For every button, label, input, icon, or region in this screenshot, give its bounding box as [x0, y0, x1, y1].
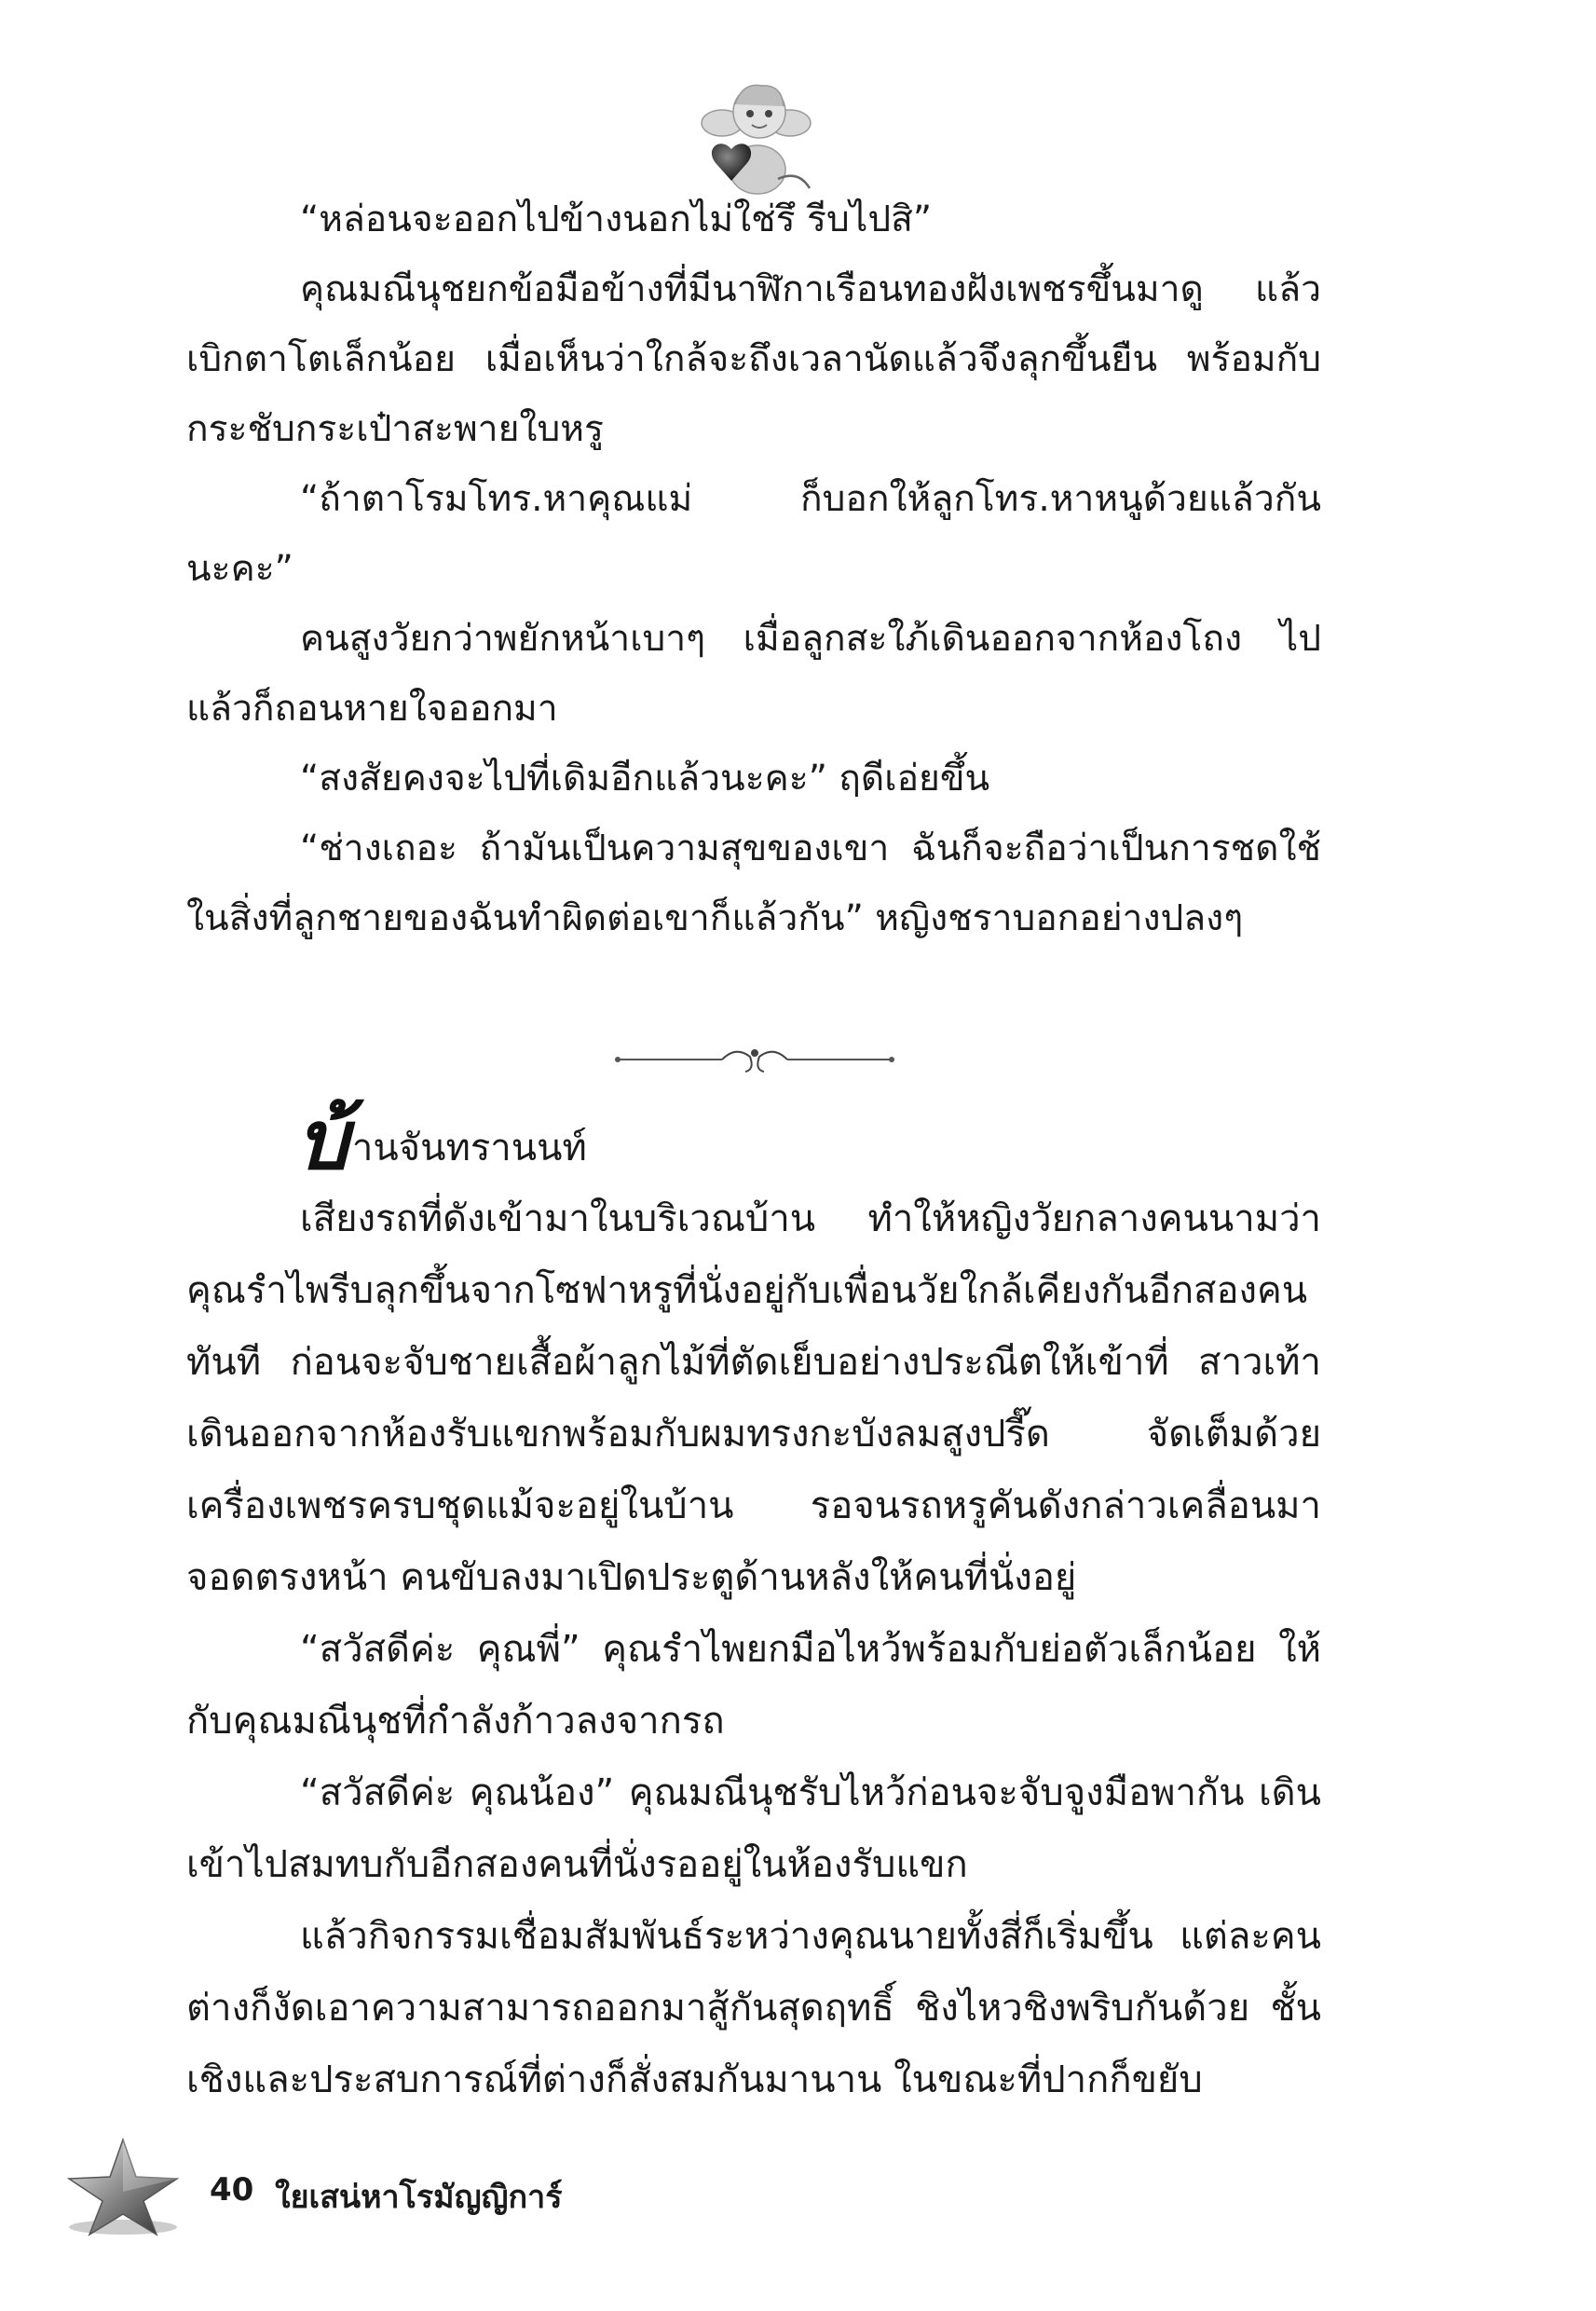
cherub-with-heart-icon — [694, 76, 820, 202]
paragraph: “ช่างเถอะ ถ้ามันเป็นความสุขของเขา ฉันก็จะถือว่าเป็นการชดใช้ ในสิ่งที่ลูกชายของฉันทำผิดต่อเขาก็แล้วกัน” หญิงชราบอกอย่างปลงๆ — [186, 827, 1321, 939]
drop-cap: บ้ — [296, 1091, 348, 1188]
body-text-bottom — [186, 1183, 1321, 2116]
page-footer — [56, 2136, 708, 2238]
section-heading — [296, 1079, 587, 1188]
body-text-top — [186, 185, 1321, 953]
flourish-divider-icon — [610, 1040, 899, 1079]
paragraph: แล้วกิจกรรมเชื่อมสัมพันธ์ระหว่างคุณนายทั้งสี่ก็เริ่มขึ้น แต่ละคน ต่างก็งัดเอาความสามารถออกมาสู้กันสุดฤทธิ์ ชิงไหวชิงพริบกันด้วย ชั้นเชิงและประสบการณ์ที่ต่างก็สั่งสมกันมานาน ในขณะที่ปากก็ขยับ — [186, 1915, 1321, 2101]
paragraph: “หล่อนจะออกไปข้างนอกไม่ใช่รึ รีบไปสิ” — [300, 198, 933, 240]
book-title: ใยเสน่หาโรมัญญิการ์ — [275, 2179, 563, 2216]
page-number: 40 — [210, 2171, 254, 2208]
paragraph: คุณมณีนุชยกข้อมือข้างที่มีนาฬิกาเรือนทองฝังเพชรขึ้นมาดู แล้วเบิกตาโตเล็กน้อย เมื่อเห็นว่าใกล้จะถึงเวลานัดแล้วจึงลุกขึ้นยืน พร้อมกับกระชับกระเป๋าสะพายใบหรู — [186, 268, 1321, 450]
silver-star-icon — [56, 2136, 196, 2238]
paragraph: “สงสัยคงจะไปที่เดิมอีกแล้วนะคะ” ฤดีเอ่ยขึ้น — [300, 758, 990, 800]
paragraph: “สวัสดีค่ะ คุณน้อง” คุณมณีนุชรับไหว้ก่อนจะจับจูงมือพากัน เดินเข้าไปสมทบกับอีกสองคนที่นั่งรออยู่ในห้องรับแขก — [186, 1771, 1321, 1886]
paragraph: “สวัสดีค่ะ คุณพี่” คุณรำไพยกมือไหว้พร้อมกับย่อตัวเล็กน้อย ให้กับคุณมณีนุชที่กำลังก้าวลงจากรถ — [186, 1628, 1321, 1743]
paragraph: คนสูงวัยกว่าพยักหน้าเบาๆ เมื่อลูกสะใภ้เดินออกจากห้องโถง ไปแล้วก็ถอนหายใจออกมา — [186, 618, 1321, 730]
paragraph: เสียงรถที่ดังเข้ามาในบริเวณบ้าน ทำให้หญิงวัยกลางคนนามว่า คุณรำไพรีบลุกขึ้นจากโซฟาหรูที่นั่งอยู่กับเพื่อนวัยใกล้เคียงกันอีกสองคน ทันที ก่อนจะจับชายเสื้อผ้าลูกไม้ที่ตัดเย็บอย่างประณีตให้เข้าที่ สาวเท้า เดินออกจากห้องรับแขกพร้อมกับผมทรงกะบังลมสูงปรี๊ด จัดเต็มด้วย เครื่องเพชรครบชุดแม้จะอยู่ในบ้าน รอจนรถหรูคันดังกล่าวเคลื่อนมา จอดตรงหน้า คนขับลงมาเปิดประตูด้านหลังให้คนที่นั่งอยู่ — [186, 1197, 1321, 1599]
section-title-rest: านจันทรานนท์ — [351, 1127, 587, 1169]
paragraph: “ถ้าตาโรมโทร.หาคุณแม่ ก็บอกให้ลูกโทร.หาหนูด้วยแล้วกัน นะคะ” — [186, 478, 1321, 590]
